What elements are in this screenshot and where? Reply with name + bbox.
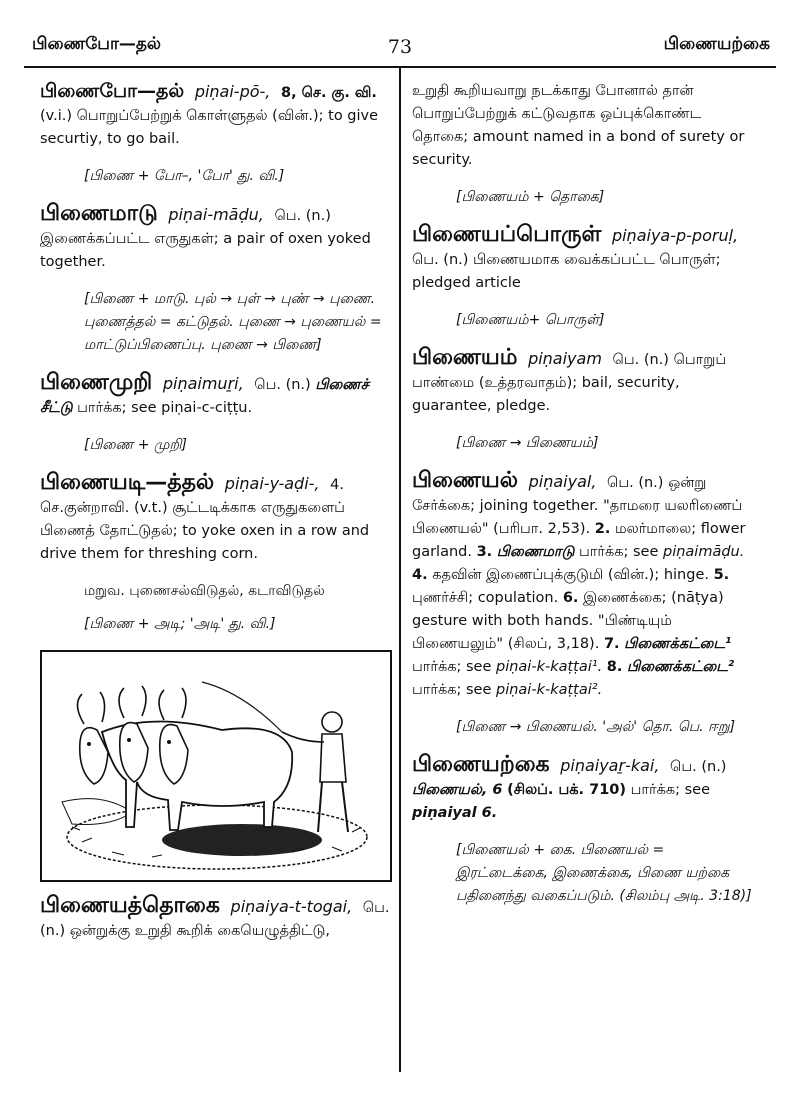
grammar-label: 8, செ. கு. வி.: [281, 85, 377, 101]
transliteration: piṇaimuṟi,: [162, 374, 244, 393]
entry-pinai-muri: [40, 371, 392, 420]
transliteration: piṇai-pō-,: [194, 82, 271, 101]
transliteration: piṇai-k-kaṭṭai¹.: [496, 659, 603, 675]
etymology: [பிணை + போ–, 'போ' து. வி.]: [84, 168, 285, 184]
entry-pinaiya-p-porul: [412, 223, 758, 295]
sense-8: பார்க்க; see: [412, 682, 492, 698]
cross-reference: பிணையல், 6: [412, 782, 503, 798]
etymology: [பிணை + மாடு. புல் → புள் → புண் → புணை. புணைத்தல் = கட்டுதல். புணை → புணையல் = மாட்டுப்பிணைப்பு. புணை → பிணை]: [84, 291, 382, 353]
headword: பிணையத்தொகை: [40, 893, 220, 918]
sense-number: 4.: [412, 567, 428, 583]
transliteration: piṇaimāḍu.: [663, 544, 745, 560]
transliteration: piṇaiyam: [528, 349, 602, 368]
transliteration: piṇai-y-aḍi-,: [224, 474, 320, 493]
cross-reference: பிணைக்கட்டை²: [627, 659, 735, 675]
cross-reference: பிணைக்கட்டை¹: [624, 636, 732, 652]
page-number: 73: [387, 36, 413, 58]
illustration-drawing: [42, 652, 390, 880]
sense-3: பார்க்க; see: [579, 544, 659, 560]
running-head-right: பிணையற்கை: [663, 34, 770, 54]
entry-pinai-po: [40, 80, 392, 151]
running-head-left: பிணைபோ—தல்: [32, 34, 162, 54]
definition: இணைக்கப்பட்ட எருதுகள்; a pair of oxen yoked together.: [40, 231, 371, 270]
source-citation: (சிலப். பக். 710): [507, 782, 627, 798]
etymology: [பிணை → பிணையம்]: [456, 435, 599, 451]
sense-7: பார்க்க; see: [412, 659, 492, 675]
entry-pinaiya-t-togai: [40, 894, 392, 943]
column-divider: [399, 66, 401, 1072]
sense-number: 6.: [562, 590, 579, 606]
definition: பார்க்க; see piṇai-c-ciṭṭu.: [77, 400, 253, 416]
grammar-label: பெ. (n.): [670, 759, 727, 775]
grammar-label: பெ. (n.): [412, 252, 469, 268]
page-header: [24, 22, 776, 62]
left-column: [40, 80, 392, 957]
entry-pinaiyam: [412, 346, 758, 418]
entry-pinai-y-adi: [40, 471, 392, 566]
grammar-label: பெ. (n.): [612, 352, 669, 368]
transliteration: piṇai-k-kaṭṭai².: [496, 682, 603, 698]
right-column: [412, 80, 758, 922]
headword: பிணையடி—த்தல்: [40, 470, 215, 495]
transliteration: piṇaiyal,: [528, 472, 597, 491]
definition: (v.t.) சூட்டடிக்காக எருதுகளைப் பிணைத் தோட்டுதல்; to yoke oxen in a row and drive them for threshing corn.: [40, 500, 370, 562]
grammar-label: 4. செ.குன்றாவி.: [40, 477, 344, 516]
sense-number: 5.: [713, 567, 730, 583]
transliteration: piṇaiyal 6.: [412, 805, 498, 821]
transliteration: piṇaiyaṟ-kai,: [560, 756, 660, 775]
ox-threshing-illustration: [40, 650, 392, 882]
etymology: [பிணையம் + தொகை]: [456, 189, 605, 205]
cross-reference: பிணைச் சீட்டு: [40, 377, 369, 416]
transliteration: piṇai-māḍu,: [168, 205, 264, 224]
sense-2: மலர்மாலை; flower garland.: [412, 521, 746, 560]
headword: பிணைபோ—தல்: [40, 80, 185, 102]
etymology: [பிணை + அடி; 'அடி' து. வி.]: [84, 616, 276, 632]
variant-note: மறுவ. புணைசல்விடுதல், கடாவிடுதல்: [84, 583, 325, 599]
cross-reference: பிணைமாடு: [496, 544, 575, 560]
sense-number: 8.: [606, 659, 623, 675]
entry-pinaiyar-kai: [412, 753, 758, 825]
definition: பார்க்க; see: [630, 782, 711, 798]
headword: பிணையப்பொருள்: [412, 222, 602, 247]
grammar-label: பெ. (n.): [607, 475, 664, 491]
entry-pinai-madu: [40, 202, 392, 274]
definition: (v.i.) பொறுப்பேற்றுக் கொள்ளுதல் (வின்.); to give securtiy, to go bail.: [40, 108, 379, 147]
entry-pinaiya-t-togai-continued: [412, 80, 758, 172]
sense-number: 3.: [476, 544, 493, 560]
definition: பொறுப் பாண்மை (உத்தரவாதம்); bail, security, guarantee, pledge.: [412, 352, 727, 414]
definition: பிணையமாக வைக்கப்பட்ட பொருள்; pledged article: [412, 252, 721, 291]
grammar-label: பெ. (n.): [254, 377, 311, 393]
definition: ஒன்றுக்கு உறுதி கூறிக் கையெழுத்திட்டு,: [69, 923, 331, 939]
sense-4: கதவின் இணைப்புக்குடுமி (வின்.); hinge.: [432, 567, 709, 583]
transliteration: piṇaiya-p-poruḷ,: [611, 226, 739, 245]
etymology: [பிணை + முறி]: [84, 437, 187, 453]
sense-number: 7.: [603, 636, 620, 652]
headword: பிணையல்: [412, 468, 519, 493]
etymology: [பிணையல் + கை. பிணையல் = இரட்டைக்கை, இணைக்கை, பிணை யற்கை பதினைந்து வகைப்படும். (சிலம்பு அடி. 3:18)]: [456, 842, 752, 904]
headword: பிணையம்: [412, 345, 518, 370]
sense-1: ஒன்று சேர்க்கை; joining together. "தாமரை யலரிணைப் பிணையல்" (பரிபா. 2,53).: [412, 475, 743, 537]
definition: உறுதி கூறியவாறு நடக்காது போனால் தான் பொறுப்பேற்றுக் கட்டுவதாக ஒப்புக்கொண்ட தொகை; amount named in a bond of surety or security.: [412, 83, 745, 168]
grammar-label: பெ. (n.): [274, 208, 331, 224]
sense-6: இணைக்கை; (nāṭya) gesture with both hands. "பிண்டியும் பிணையலும்" (சிலப், 3,18).: [412, 590, 724, 652]
etymology: [பிணையம்+ பொருள்]: [456, 312, 605, 328]
headword: பிணைமுறி: [40, 370, 153, 395]
transliteration: piṇaiya-t-togai,: [230, 897, 353, 916]
headword: பிணைமாடு: [40, 201, 158, 226]
headword: பிணையற்கை: [412, 752, 550, 777]
sense-5: புணர்ச்சி; copulation.: [412, 590, 559, 606]
grammar-label: பெ. (n.): [40, 900, 390, 939]
etymology: [பிணை → பிணையல். 'அல்' தொ. பெ. ஈறு]: [456, 719, 736, 735]
sense-number: 2.: [594, 521, 611, 537]
entry-pinaiyal: [412, 469, 758, 702]
